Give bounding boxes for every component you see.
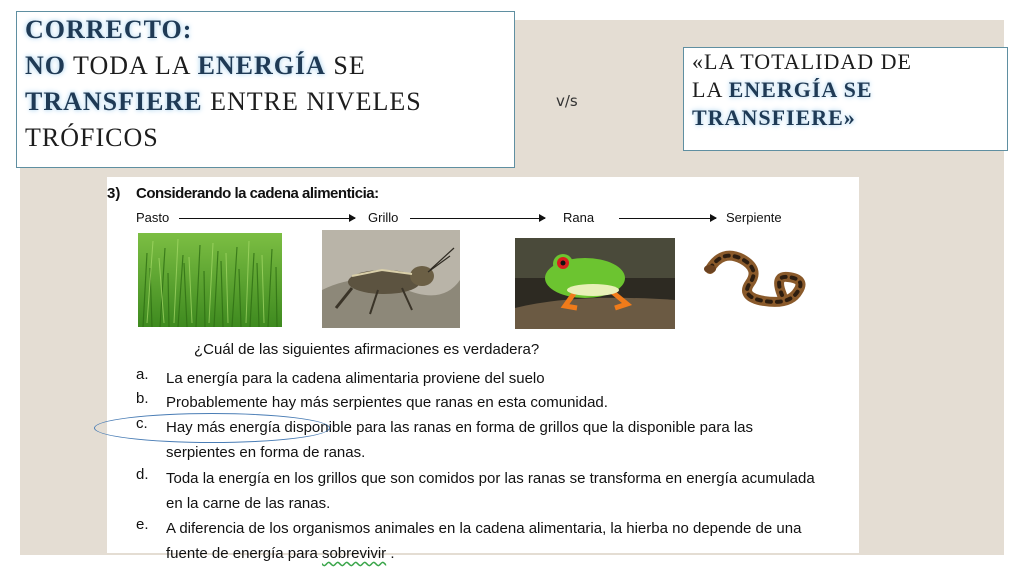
option-e-end: . bbox=[386, 545, 395, 562]
arrow-icon bbox=[619, 218, 716, 219]
highlight-transfiere-quote: TRANSFIERE» bbox=[692, 105, 856, 130]
option-letter: a. bbox=[136, 366, 149, 383]
option-text: Hay más energía disponible para las ranas en forma de grillos que la disponible para las serpientes en forma de ranas. bbox=[166, 419, 754, 461]
callout-incorrect-statement bbox=[683, 47, 1008, 151]
highlight-transfiere: TRANSFIERE bbox=[25, 87, 203, 116]
option-text: Toda la energía en los grillos que son comidos por las ranas se transforma en energía acumulada en la carne de las ranas. bbox=[166, 470, 815, 512]
question-document bbox=[107, 177, 859, 562]
question-title: Considerando la cadena alimenticia: bbox=[136, 185, 379, 202]
arrow-icon bbox=[179, 218, 355, 219]
option-letter: e. bbox=[136, 516, 149, 533]
option-letter: d. bbox=[136, 466, 149, 483]
chain-label-grillo: Grillo bbox=[368, 210, 399, 225]
text-la: LA bbox=[692, 77, 729, 102]
arrow-icon bbox=[410, 218, 545, 219]
correct-label: CORRECTO: bbox=[25, 15, 193, 44]
question-text: ¿Cuál de las siguientes afirmaciones es verdadera? bbox=[194, 341, 540, 358]
option-text: Probablemente hay más serpientes que ranas en esta comunidad. bbox=[166, 394, 608, 411]
option-text bbox=[166, 516, 816, 566]
spellcheck-word: sobrevivir bbox=[321, 545, 387, 562]
grass-image bbox=[138, 233, 282, 327]
text-totalidad: «LA TOTALIDAD DE bbox=[692, 49, 912, 74]
option-text: La energía para la cadena alimentaria proviene del suelo bbox=[166, 370, 545, 387]
chain-label-serpiente: Serpiente bbox=[726, 210, 782, 225]
frog-image bbox=[515, 238, 675, 329]
option-e-main: A diferencia de los organismos animales en la cadena alimentaria, la hierba no depende de una fuente de energía para bbox=[166, 520, 802, 562]
cricket-image bbox=[322, 230, 460, 328]
highlight-no: NO bbox=[25, 51, 66, 80]
chain-label-rana: Rana bbox=[563, 210, 595, 225]
highlight-energia-se: ENERGÍA SE bbox=[728, 77, 873, 102]
question-number: 3) bbox=[107, 185, 121, 202]
versus-label: v/s bbox=[556, 92, 578, 110]
text-troficos: TRÓFICOS bbox=[25, 123, 159, 152]
option-letter: b. bbox=[136, 390, 149, 407]
text-toda-la: TODA LA bbox=[66, 51, 198, 80]
highlight-energia: ENERGÍA bbox=[197, 51, 326, 80]
callout-correct-statement bbox=[16, 11, 515, 168]
text-se: SE bbox=[325, 51, 366, 80]
chain-label-pasto: Pasto bbox=[136, 210, 170, 225]
text-entre-niveles: ENTRE NIVELES bbox=[202, 87, 422, 116]
highlight-ellipse bbox=[94, 413, 330, 443]
option-letter: c. bbox=[136, 415, 148, 432]
snake-image bbox=[702, 239, 822, 315]
